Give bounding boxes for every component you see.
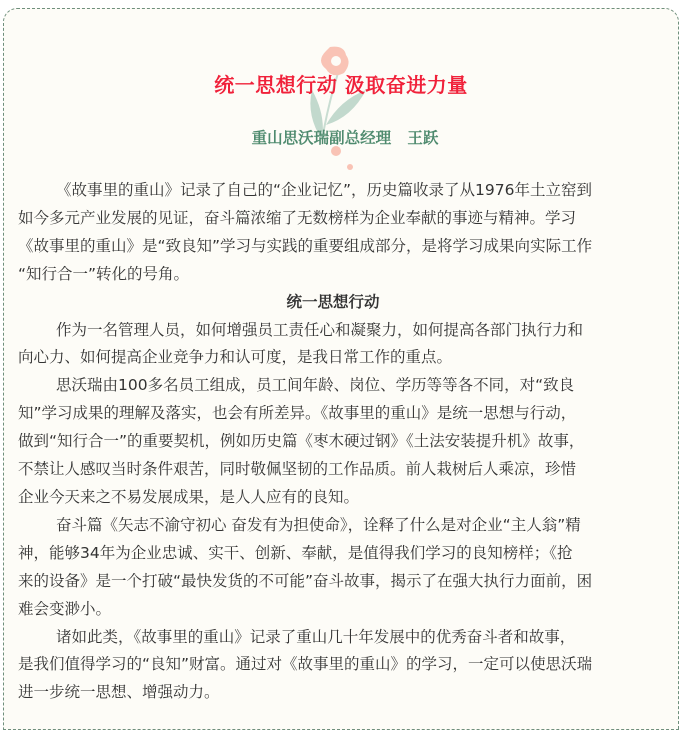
paragraph-line: 向心力、如何提高企业竞争力和认可度，是我日常工作的重点。 <box>18 348 453 367</box>
article-body <box>18 177 668 707</box>
paragraph-line: 是我们值得学习的“良知”财富。通过对《故事里的重山》的学习，一定可以使思沃瑞 <box>18 655 593 674</box>
paragraph-line: 《故事里的重山》记录了自己的“企业记忆”，历史篇收录了从1976年土立窑到 <box>56 181 593 199</box>
paragraph-line: 难会变渺小。 <box>18 599 112 618</box>
article-title: 统一思想行动 汲取奋进力量 <box>214 73 468 97</box>
paragraph-line: “知行合一”转化的号角。 <box>18 264 190 283</box>
flower-illustration-icon <box>300 45 370 175</box>
paragraph-line: 做到“知行合一”的重要契机，例如历史篇《枣木硬过钢》《土法安装提升机》故事， <box>18 432 585 451</box>
paragraph-line: 如今多元产业发展的见证，奋斗篇浓缩了无数榜样为企业奉献的事迹与精神。学习 <box>18 208 577 227</box>
paragraph-line: 来的设备》是一个打破“最快发货的不可能”奋斗故事，揭示了在强大执行力面前，困 <box>18 571 593 590</box>
paragraph-line: 作为一名管理人员，如何增强员工责任心和凝聚力，如何提高各部门执行力和 <box>56 320 584 339</box>
article-byline: 重山思沃瑞副总经理 王跃 <box>251 129 439 147</box>
paragraph-line: 思沃瑞由100多名员工组成，员工间年龄、岗位、学历等等各不同，对“致良 <box>56 376 575 395</box>
paragraph-line: 进一步统一思想、增强动力。 <box>18 683 220 702</box>
paragraph-line: 知”学习成果的理解及落实，也会有所差异。《故事里的重山》是统一思想与行动， <box>18 404 577 423</box>
paragraph-line: 不禁让人感叹当时条件艰苦，同时敬佩坚韧的工作品质。前人栽树后人乘凉，珍惜 <box>18 460 577 479</box>
paragraph-line: 奋斗篇《矢志不渝守初心 奋发有为担使命》，诠释了什么是对企业“主人翁”精 <box>56 515 581 534</box>
paragraph-line: 诸如此类，《故事里的重山》记录了重山几十年发展中的优秀奋斗者和故事， <box>56 627 576 646</box>
section-heading: 统一思想行动 <box>286 292 380 311</box>
paragraph-line: 神，能够34年为企业忠诚、实干、创新、奉献，是值得我们学习的良知榜样；《抢 <box>18 543 573 562</box>
paragraph-line: 《故事里的重山》是“致良知”学习与实践的重要组成部分，是将学习成果向实际工作 <box>18 236 593 255</box>
paragraph-line: 企业今天来之不易发展成果，是人人应有的良知。 <box>18 487 360 506</box>
